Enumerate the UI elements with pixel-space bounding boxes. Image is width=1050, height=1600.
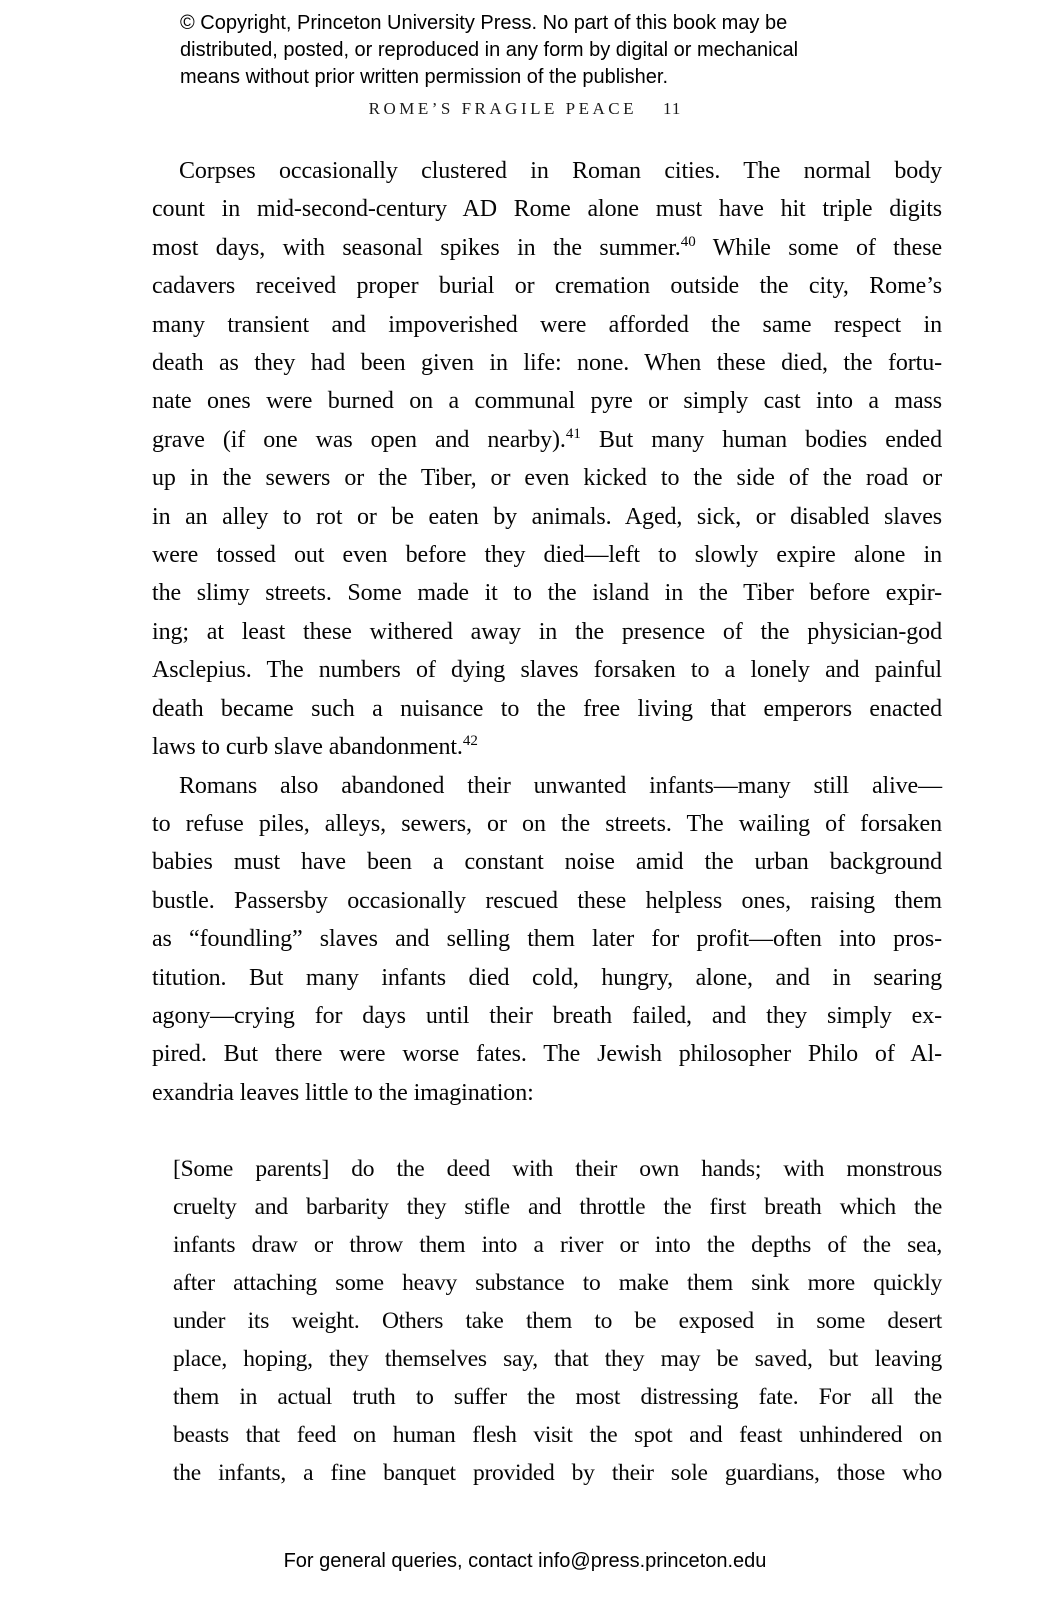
text-line: babies must have been a constant noise amid the urban background [152, 849, 942, 876]
body-paragraph-2 [152, 767, 942, 1113]
text-line: exandria leaves little to the imagination: [152, 1079, 534, 1106]
text-line: pired. But there were worse fates. The Jewish philosopher Philo of Al- [152, 1041, 942, 1068]
page-body [152, 152, 942, 1492]
text-segment: While some of these [695, 234, 942, 261]
text-line: as “foundling” slaves and selling them later for profit—often into pros- [152, 926, 942, 953]
text-line: death became such a nuisance to the free living that emperors enacted [152, 695, 942, 722]
text-line: ing; at least these withered away in the presence of the physician-god [152, 618, 942, 645]
block-quote [173, 1150, 942, 1492]
text-line: after attaching some heavy substance to make them sink more quickly [173, 1270, 942, 1297]
text-line: infants draw or throw them into a river or into the depths of the sea, [173, 1232, 942, 1259]
text-segment: laws to curb slave abandonment. [152, 734, 463, 761]
running-head [0, 99, 1050, 119]
copyright-line: distributed, posted, or reproduced in any form by digital or mechanical [180, 39, 799, 61]
text-line: death as they had been given in life: none. When these died, the fortu- [152, 350, 942, 377]
footer-contact: For general queries, contact info@press.princeton.edu [283, 1550, 767, 1572]
footnote-ref-41: 41 [565, 425, 581, 442]
text-line: titution. But many infants died cold, hungry, alone, and in searing [152, 964, 942, 991]
text-line: them in actual truth to suffer the most distressing fate. For all the [173, 1384, 942, 1411]
text-line [152, 229, 942, 267]
text-line: were tossed out even before they died—left to slowly expire alone in [152, 542, 942, 569]
text-line: bustle. Passersby occasionally rescued these helpless ones, raising them [152, 887, 942, 914]
page-number: 11 [662, 99, 682, 118]
body-paragraph-1 [152, 152, 942, 767]
text-line: cadavers received proper burial or cremation outside the city, Rome’s [152, 273, 942, 300]
text-line: cruelty and barbarity they stifle and throttle the first breath which the [173, 1194, 942, 1221]
text-line: the slimy streets. Some made it to the island in the Tiber before expir- [152, 580, 942, 607]
text-segment: most days, with seasonal spikes in the summer. [152, 234, 681, 261]
text-line: agony—crying for days until their breath failed, and they simply ex- [152, 1002, 942, 1029]
text-segment: grave (if one was open and nearby). [152, 426, 566, 453]
text-line: [Some parents] do the deed with their own hands; with monstrous [173, 1156, 942, 1183]
text-line: count in mid-second-century AD Rome alone must have hit triple digits [152, 196, 942, 223]
text-line: many transient and impoverished were afforded the same respect in [152, 311, 942, 338]
text-segment: But many human bodies ended [580, 426, 943, 453]
copyright-line: means without prior written permission of the publisher. [180, 66, 669, 88]
text-line: place, hoping, they themselves say, that they may be saved, but leaving [173, 1346, 942, 1373]
text-line: to refuse piles, alleys, sewers, or on the streets. The wailing of forsaken [152, 810, 942, 837]
copyright-notice [180, 10, 880, 91]
text-line [152, 728, 942, 766]
text-line [152, 421, 942, 459]
running-head-title: ROME’S FRAGILE PEACE [368, 99, 637, 118]
text-line: beasts that feed on human flesh visit the spot and feast unhindered on [173, 1422, 942, 1449]
footnote-ref-42: 42 [462, 733, 478, 750]
footnote-ref-40: 40 [680, 233, 696, 250]
text-line: under its weight. Others take them to be exposed in some desert [173, 1308, 942, 1335]
text-line: nate ones were burned on a communal pyre or simply cast into a mass [152, 388, 942, 415]
text-line: Asclepius. The numbers of dying slaves forsaken to a lonely and painful [152, 657, 942, 684]
text-line: Corpses occasionally clustered in Roman cities. The normal body [179, 158, 942, 184]
copyright-line: © Copyright, Princeton University Press. No part of this book may be [180, 12, 788, 34]
text-line: Romans also abandoned their unwanted infants—many still alive— [179, 772, 942, 799]
text-line: up in the sewers or the Tiber, or even kicked to the side of the road or [152, 465, 942, 492]
text-line: the infants, a fine banquet provided by their sole guardians, those who [173, 1460, 942, 1487]
text-line: in an alley to rot or be eaten by animals. Aged, sick, or disabled slaves [152, 503, 942, 530]
